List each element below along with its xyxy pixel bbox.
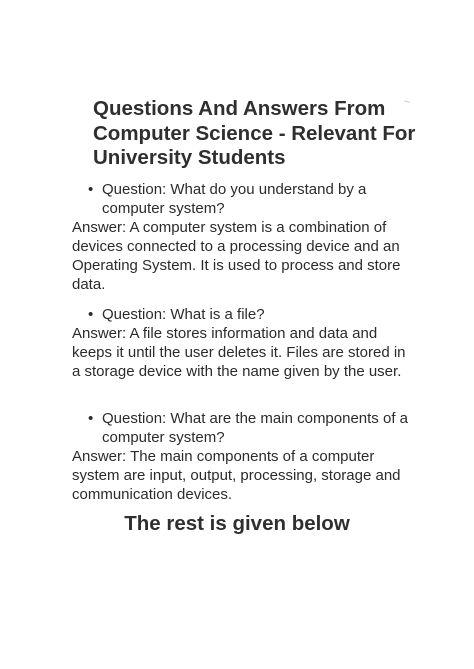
bullet-icon: •: [88, 306, 94, 323]
qa-item: [72, 305, 412, 381]
answer-text: Answer: The main components of a computer system are input, output, processing, storage and communication devices.: [72, 448, 401, 503]
question-text: [72, 409, 412, 447]
question-text: [72, 180, 412, 218]
bullet-icon: •: [88, 410, 94, 427]
question-label: Question: What is a file?: [102, 306, 265, 323]
question-text: [72, 305, 412, 324]
closing-heading: The rest is given below: [124, 512, 350, 535]
qa-item: [72, 409, 412, 504]
question-label: Question: What are the main components of a computer system?: [102, 410, 408, 446]
qa-item: [72, 180, 412, 294]
question-label: Question: What do you understand by a computer system?: [102, 181, 367, 217]
document-title: Questions And Answers From Computer Science - Relevant For University Students: [93, 97, 416, 169]
answer-text: Answer: A file stores information and data and keeps it until the user deletes it. Files are stored in a storage device with the name given by the user.: [72, 325, 406, 380]
answer-text: Answer: A computer system is a combination of devices connected to a processing device and an Operating System. It is used to process and store data.: [72, 219, 401, 293]
bullet-icon: •: [88, 181, 94, 198]
